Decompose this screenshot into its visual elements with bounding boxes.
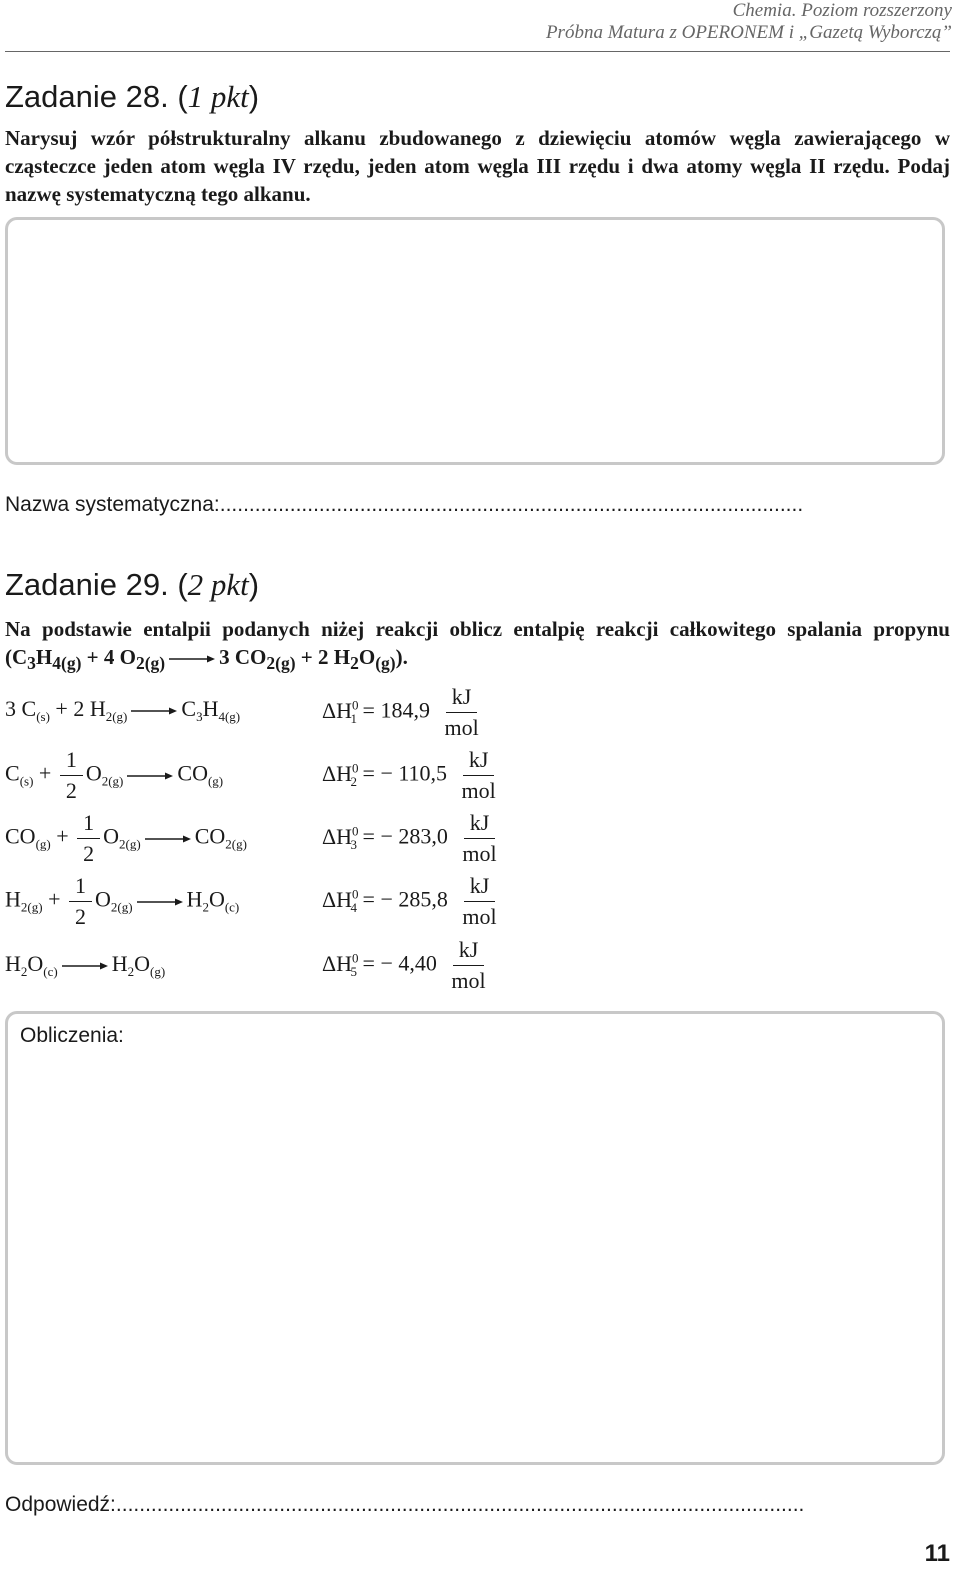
calculations-label: Obliczenia: — [20, 1024, 124, 1047]
header-subject: Chemia. Poziom rozszerzony — [732, 0, 952, 21]
task-28-answer-box[interactable] — [5, 217, 945, 465]
reaction-arrow-icon — [145, 822, 191, 852]
reaction-arrow-icon — [169, 643, 215, 671]
unit-fraction: $\frac{kJ}{\text{mol}}$ — [462, 810, 497, 866]
page-header — [546, 0, 952, 44]
reaction-arrow-icon — [137, 885, 183, 915]
enthalpy-5: $\Delta H^0_5$ = − 4,40 $\frac{kJ}{\text{mol}}$ — [322, 935, 495, 996]
header-exam: Próbna Matura z OPERONEM i „Gazetą Wyborczą” — [545, 22, 952, 43]
reaction-arrow-icon — [62, 949, 108, 979]
reaction-2: $C_{(s)}$ + $\frac{1}{2}$ $O_{2(g)}$ $CO_{(g)}$ — [5, 745, 223, 806]
unit-fraction: $\frac{kJ}{\text{mol}}$ — [451, 937, 486, 993]
task-28-instructions: Narysuj wzór półstrukturalny alkanu zbudowanego z dziewięciu atomów węgla zawierającego w cząsteczce jeden atom węgla IV rzędu, jeden atom węgla III rzędu i dwa atomy węgla II rzędu. Podaj nazwę systematyczną tego alkanu. — [5, 126, 950, 206]
reaction-3: $CO_{(g)}$ + $\frac{1}{2}$ $O_{2(g)}$ $CO_{2(g)}$ — [5, 808, 247, 869]
task-29-instructions: Na podstawie entalpii podanych niżej reakcji oblicz entalpię reakcji całkowitego spalania propynu ($C_3H_{4(g)} + 4$ $O_{2(g)}$ 3 $CO_{2(g)} + 2$ $H_2O_{(g)}$). — [5, 617, 950, 674]
unit-fraction: $\frac{kJ}{\text{mol}}$ — [462, 873, 497, 929]
enthalpy-2: $\Delta H^0_2$ = − 110,5 $\frac{kJ}{\text{mol}}$ — [322, 745, 505, 806]
reaction-4: $H_{2(g)}$ + $\frac{1}{2}$ $O_{2(g)}$ $H_2O_{(c)}$ — [5, 871, 239, 932]
task-29-title: Zadanie 29. (2 pkt) — [5, 567, 260, 602]
reaction-1: 3 $C_{(s)} + 2$ $H_{2(g)}$ $C_3H_{4(g)}$ — [5, 696, 241, 724]
task-28-title: Zadanie 28. (1 pkt) — [5, 79, 260, 114]
calculations-box[interactable] — [5, 1011, 945, 1465]
enthalpy-3: $\Delta H^0_3$ = − 283,0 $\frac{kJ}{\text{mol}}$ — [322, 808, 506, 869]
half-fraction: $\frac{1}{2}$ — [77, 808, 100, 869]
reaction-arrow-icon — [131, 694, 177, 724]
systematic-name-field[interactable]: Nazwa systematyczna:.................................................................................................... — [5, 493, 804, 516]
main-reaction: ($C_3H_{4(g)} + 4$ $O_{2(g)}$ 3 $CO_{2(g)} + 2$ $H_2O_{(g)}$). — [5, 645, 408, 674]
half-fraction: $\frac{1}{2}$ — [69, 871, 92, 932]
header-divider — [5, 51, 950, 52]
enthalpy-4: $\Delta H^0_4$ = − 285,8 $\frac{kJ}{\text{mol}}$ — [322, 871, 506, 932]
answer-field[interactable]: Odpowiedź:...................................................................................................................... — [5, 1493, 805, 1516]
half-fraction: $\frac{1}{2}$ — [60, 745, 83, 806]
unit-fraction: $\frac{kJ}{\text{mol}}$ — [444, 684, 479, 740]
page-number: 11 — [924, 1540, 950, 1567]
enthalpy-1: $\Delta H^0_1 = 184,9$ $\frac{kJ}{\text{mol}}$ — [322, 682, 488, 743]
reaction-arrow-icon — [127, 759, 173, 789]
unit-fraction: $\frac{kJ}{\text{mol}}$ — [461, 747, 496, 803]
reaction-5: $H_2O_{(c)}$ $H_2O_{(g)}$ — [5, 951, 166, 979]
